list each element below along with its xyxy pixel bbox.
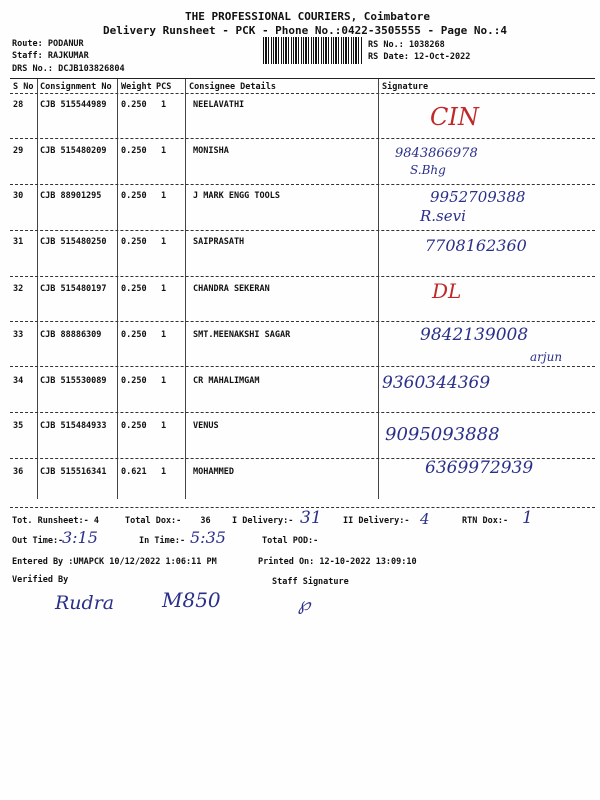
col-header-consignment: Consignment No — [40, 82, 112, 92]
row-consignment-no: CJB 88886309 — [40, 330, 102, 340]
row-consignee: SMT.MEENAKSHI SAGAR — [193, 330, 291, 340]
col-header-consignee: Consignee Details — [189, 82, 276, 92]
rtn-dox-label: RTN Dox:- — [462, 516, 509, 526]
col-header-signature: Signature — [382, 82, 429, 92]
out-time-label: Out Time:- — [12, 536, 64, 546]
verified-by-label: Verified By — [12, 575, 69, 585]
row-signature: 9360344369 — [382, 373, 491, 393]
total-dox-label: Total Dox:- — [125, 516, 182, 526]
staff-signature-label: Staff Signature — [272, 577, 349, 587]
row-pcs: 1 — [161, 237, 167, 247]
row-consignee: NEELAVATHI — [193, 100, 245, 110]
staff-field — [12, 51, 89, 61]
route-label: Route: — [12, 39, 43, 49]
row-sno: 34 — [13, 376, 24, 386]
total-dox — [125, 516, 211, 526]
ii-delivery-label: II Delivery:- — [343, 516, 410, 526]
rs-date: RS Date: 12-Oct-2022 — [368, 52, 471, 62]
row-signature: 6369972939 — [425, 458, 534, 478]
row-consignment-no: CJB 515484933 — [40, 421, 107, 431]
row-signature: 7708162360 — [425, 236, 527, 255]
row-sno: 29 — [13, 146, 24, 156]
row-signature: 9095093888 — [385, 424, 500, 445]
staff-value: RAJKUMAR — [47, 51, 89, 61]
table-top-border — [10, 78, 595, 79]
staff-signature: ℘ — [298, 594, 311, 615]
row-pcs: 1 — [161, 467, 167, 477]
row-divider — [10, 366, 595, 367]
tot-runsheet: Tot. Runsheet:- 4 — [12, 516, 99, 526]
table-header-divider — [10, 93, 595, 94]
rs-number: RS No.: 1038268 — [368, 40, 445, 50]
col-header-weight: Weight — [121, 82, 152, 92]
staff-label: Staff: — [12, 51, 43, 61]
row-consignee: CR MAHALIMGAM — [193, 376, 260, 386]
out-time-value: 3:15 — [62, 528, 98, 547]
handwritten-note: S.Bhg — [410, 163, 446, 177]
row-pcs: 1 — [161, 376, 167, 386]
column-divider — [185, 79, 186, 499]
column-divider — [37, 79, 38, 499]
col-header-pcs: PCS — [156, 82, 172, 92]
row-consignee: J MARK ENGG TOOLS — [193, 191, 280, 201]
row-divider — [10, 184, 595, 185]
column-divider — [378, 79, 379, 499]
row-weight: 0.250 — [121, 330, 147, 340]
km-note: M850 — [162, 588, 221, 612]
handwritten-note: arjun — [530, 350, 563, 364]
rtn-dox-value: 1 — [522, 508, 533, 528]
column-divider — [117, 79, 118, 499]
row-consignee: MONISHA — [193, 146, 229, 156]
row-signature: 9842139008 — [420, 325, 529, 345]
row-pcs: 1 — [161, 100, 167, 110]
row-weight: 0.250 — [121, 376, 147, 386]
total-dox-value: 36 — [200, 516, 211, 526]
row-signature: DL — [432, 279, 462, 303]
i-delivery-label: I Delivery:- — [232, 516, 294, 526]
row-consignee: SAIPRASATH — [193, 237, 245, 247]
row-consignment-no: CJB 515480197 — [40, 284, 107, 294]
row-sno: 30 — [13, 191, 24, 201]
row-weight: 0.250 — [121, 284, 147, 294]
row-consignment-no: CJB 515516341 — [40, 467, 107, 477]
row-weight: 0.250 — [121, 237, 147, 247]
row-sno: 36 — [13, 467, 24, 477]
row-consignment-no: CJB 88901295 — [40, 191, 102, 201]
row-consignment-no: CJB 515544989 — [40, 100, 107, 110]
in-time-value: 5:35 — [190, 528, 226, 547]
row-signature: 9952709388 — [430, 188, 526, 206]
row-sno: 31 — [13, 237, 24, 247]
verified-signature: Rudra — [55, 592, 115, 614]
row-divider — [10, 321, 595, 322]
route-value: PODANUR — [47, 39, 84, 49]
handwritten-note: R.sevi — [420, 207, 466, 225]
row-sno: 33 — [13, 330, 24, 340]
row-consignment-no: CJB 515480209 — [40, 146, 107, 156]
row-signature: 9843866978 — [395, 146, 478, 161]
row-pcs: 1 — [161, 330, 167, 340]
row-weight: 0.250 — [121, 191, 147, 201]
i-delivery-value: 31 — [300, 508, 322, 528]
drs-label: DRS No.: — [12, 64, 53, 74]
ii-delivery-value: 4 — [420, 510, 430, 528]
row-divider — [10, 230, 595, 231]
row-pcs: 1 — [161, 146, 167, 156]
total-pod: Total POD:- — [262, 536, 319, 546]
drs-value: DCJB103826804 — [58, 64, 125, 74]
in-time-label: In Time:- — [139, 536, 186, 546]
row-pcs: 1 — [161, 284, 167, 294]
row-divider — [10, 138, 595, 139]
entered-by: Entered By :UMAPCK 10/12/2022 1:06:11 PM — [12, 557, 217, 567]
row-pcs: 1 — [161, 421, 167, 431]
row-consignee: CHANDRA SEKERAN — [193, 284, 270, 294]
row-consignment-no: CJB 515480250 — [40, 237, 107, 247]
row-divider — [10, 276, 595, 277]
row-signature: CIN — [430, 103, 479, 131]
row-divider — [10, 458, 595, 459]
col-header-sno: S No — [13, 82, 34, 92]
row-consignee: MOHAMMED — [193, 467, 234, 477]
row-sno: 32 — [13, 284, 24, 294]
row-weight: 0.250 — [121, 100, 147, 110]
row-weight: 0.250 — [121, 421, 147, 431]
row-weight: 0.621 — [121, 467, 147, 477]
company-title: THE PROFESSIONAL COURIERS, Coimbatore — [185, 10, 431, 23]
row-consignment-no: CJB 515530089 — [40, 376, 107, 386]
route-field — [12, 39, 84, 49]
drs-field — [12, 64, 125, 74]
barcode-icon — [263, 37, 363, 64]
row-weight: 0.250 — [121, 146, 147, 156]
row-sno: 28 — [13, 100, 24, 110]
row-sno: 35 — [13, 421, 24, 431]
row-pcs: 1 — [161, 191, 167, 201]
runsheet-subtitle: Delivery Runsheet - PCK - Phone No.:0422-3505555 - Page No.:4 — [103, 24, 507, 37]
row-divider — [10, 412, 595, 413]
row-consignee: VENUS — [193, 421, 219, 431]
printed-on: Printed On: 12-10-2022 13:09:10 — [258, 557, 417, 567]
